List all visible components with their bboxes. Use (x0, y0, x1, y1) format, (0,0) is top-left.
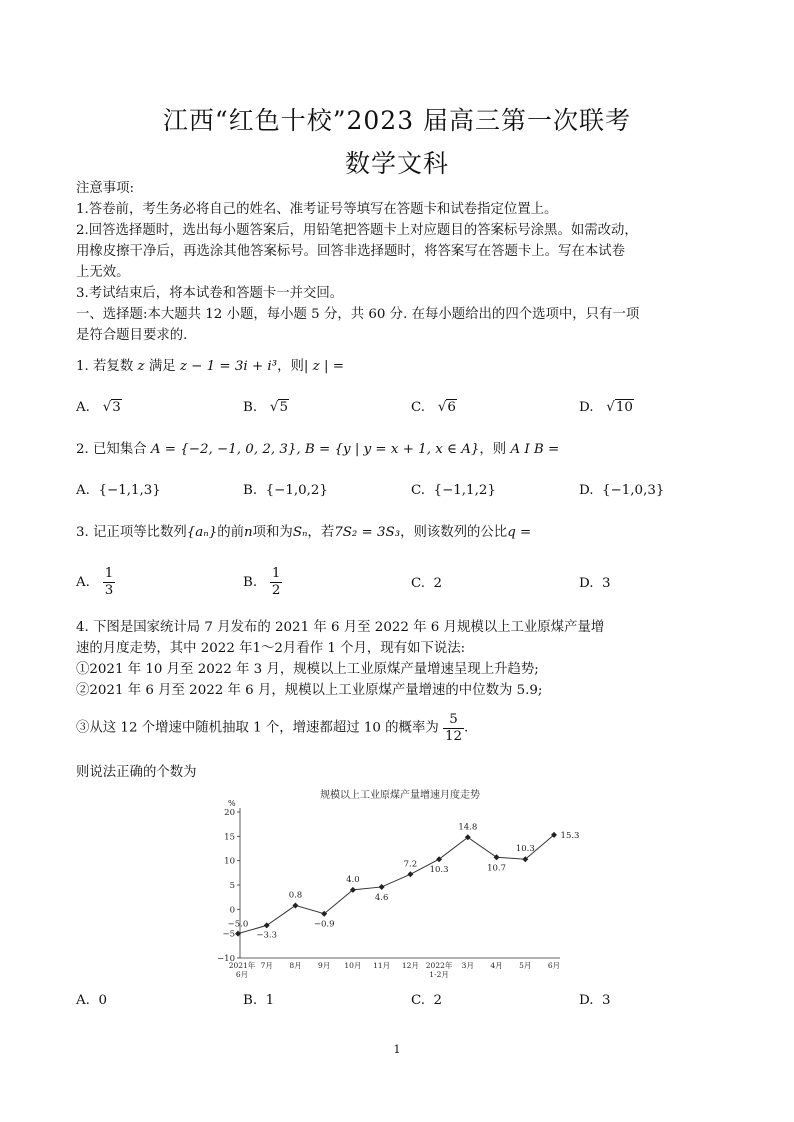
fraction: $\frac{1}{2}$ (271, 566, 281, 598)
q2-option-b: B. {−1,0,2} (243, 483, 328, 498)
data-label: 10.3 (429, 865, 449, 876)
x-tick-label: 2021年 (228, 961, 256, 970)
q2-sets: A = {−2, −1, 0, 2, 3}, B = {y | y = x + 1, x ∈ A} (150, 442, 480, 457)
data-label: 4.0 (346, 874, 360, 885)
data-point (407, 871, 413, 877)
q1-ask: | z | = (303, 359, 344, 374)
q2-prefix: 2. 已知集合 (76, 442, 147, 457)
q1-suffix: ，则 (277, 359, 304, 374)
data-point (494, 854, 500, 860)
data-point (379, 884, 385, 890)
x-tick-label: 5月 (519, 961, 532, 970)
q3-option-a: A. $\frac{1}{3}$ (76, 566, 114, 598)
q1-option-c: C. √6 (411, 400, 456, 415)
data-label: 4.6 (374, 892, 389, 903)
x-tick-label: 6月 (547, 961, 561, 970)
q1-option-b: B. √5 (243, 400, 288, 415)
page-number: 1 (393, 1043, 401, 1056)
notice-item-2a: 2.回答选择题时，选出每小题答案后，用铅笔把答题卡上对应题目的答案标号涂黑。如需改动， (76, 223, 638, 238)
y-tick-label: 15 (224, 832, 235, 843)
x-tick-label: 1-2月 (429, 970, 449, 979)
q2-option-c: C. {−1,1,2} (411, 483, 496, 498)
section-heading-line2: 是符合题目要求的. (76, 328, 188, 343)
q4-line-2: 速的月度走势，其中 2022 年1～2月看作 1 个月，现有如下说法: (76, 641, 466, 656)
chart-title: 规模以上工业原煤产量增速月度走势 (320, 790, 480, 801)
y-tick-label: 0 (229, 905, 235, 916)
x-tick-label: 7月 (260, 961, 273, 970)
q1-var: z (137, 359, 145, 374)
q3-condition: 7S₂ = 3S₃ (334, 525, 401, 540)
q3-prefix: 3. 记正项等比数列 (76, 525, 187, 540)
q2-option-a: A. {−1,1,3} (76, 483, 161, 498)
x-tick-label: 4月 (490, 961, 503, 970)
q4-statement-2: ②2021 年 6 月至 2022 年 6 月，规模以上工业原煤产量增速的中位数为 5.9; (76, 683, 543, 698)
q4-option-d: D. 3 (579, 993, 611, 1008)
q4-line-1: 4. 下图是国家统计局 7 月发布的 2021 年 6 月至 2022 年 6 月规模以上工业原煤产量增 (76, 620, 605, 635)
y-tick-label: 5 (229, 881, 235, 891)
q4-line-6: 则说法正确的个数为 (76, 765, 197, 780)
section-heading-line1: 一、选择题:本大题共 12 小题，每小题 5 分，共 60 分. 在每小题给出的四个选项中，只有一项 (76, 307, 640, 322)
notice-heading: 注意事项: (76, 181, 135, 196)
y-tick-label: 20 (224, 808, 235, 818)
data-label: 10.7 (487, 863, 507, 874)
q1-prefix: 1. 若复数 (76, 359, 134, 374)
x-tick-label: 6月 (235, 970, 249, 979)
q1-mid: 满足 (148, 359, 176, 374)
sqrt-symbol: √10 (606, 400, 633, 415)
x-tick-label: 12月 (401, 961, 419, 970)
question-3: 3. 记正项等比数列{aₙ}的前n项和为Sₙ，若7S₂ = 3S₃，则该数列的公比q = (76, 525, 532, 540)
q4-option-c: C. 2 (411, 993, 443, 1008)
q2-suffix: ，则 (479, 442, 507, 457)
growth-line-chart (214, 784, 580, 984)
question-2 (76, 441, 559, 459)
q2-option-d: D. {−1,0,3} (579, 483, 665, 498)
q3-ask: q = (507, 525, 532, 540)
exam-subtitle: 数学文科 (344, 149, 449, 178)
data-point (292, 902, 298, 908)
notice-item-3: 3.考试结束后，将本试卷和答题卡一并交回。 (76, 286, 344, 301)
q2-ask: A I B = (510, 442, 560, 457)
exam-title: 江西“红色十校”2023 届高三第一次联考 (162, 106, 632, 135)
y-tick-label: 10 (224, 856, 235, 867)
data-label: 14.8 (458, 822, 478, 833)
x-tick-label: 10月 (344, 961, 362, 970)
q1-expression: z − 1 = 3i + i³ (179, 359, 278, 374)
notice-item-1: 1.答卷前，考生务必将自己的姓名、准考证号等填写在答题卡和试卷指定位置上。 (76, 202, 558, 217)
q4-option-a: A. 0 (76, 993, 107, 1008)
q1-option-d: D. √10 (579, 400, 633, 415)
data-label: 7.2 (403, 859, 418, 870)
notice-item-2b: 用橡皮擦干净后，再选涂其他答案标号。回答非选择题时，将答案写在答题卡上。写在本试卷 (76, 244, 626, 259)
y-axis-unit: % (228, 799, 236, 808)
data-point (264, 922, 270, 928)
sqrt-symbol: √5 (269, 400, 288, 415)
x-tick-label: 9月 (318, 961, 331, 970)
series-line (238, 835, 554, 934)
x-tick-label: 8月 (289, 961, 302, 970)
q4-statement-3: ③从这 12 个增速中随机抽取 1 个，增速都超过 10 的概率为 $\frac{5}{12}$ . (76, 712, 469, 744)
x-tick-label: 3月 (461, 961, 474, 970)
x-tick-label: 2022年 (425, 961, 453, 970)
x-tick-label: 11月 (373, 961, 391, 970)
y-tick-label: −10 (217, 954, 235, 964)
q1-option-a: A. √3 (76, 400, 121, 415)
q3-sequence: {aₙ} (186, 525, 218, 540)
sqrt-symbol: √3 (102, 400, 121, 415)
data-label: −3.3 (256, 930, 278, 941)
question-1 (76, 358, 344, 376)
notice-item-2c: 上无效。 (76, 265, 130, 280)
q4-option-b: B. 1 (243, 993, 275, 1008)
y-tick-label: −5 (222, 929, 235, 940)
data-label: 0.8 (288, 890, 303, 901)
fraction: $\frac{1}{3}$ (104, 566, 114, 598)
q3-option-b: B. $\frac{1}{2}$ (243, 566, 281, 598)
data-label: −0.9 (313, 919, 335, 930)
data-label: −5.0 (227, 919, 249, 930)
sqrt-symbol: √6 (437, 400, 456, 415)
q4-statement-1: ①2021 年 10 月至 2022 年 3 月，规模以上工业原煤产量增速呈现上升趋势; (76, 662, 539, 677)
q3-option-c: C. 2 (411, 576, 443, 591)
data-label: 15.3 (560, 830, 580, 841)
fraction: $\frac{5}{12}$ (445, 712, 463, 744)
q3-option-d: D. 3 (579, 576, 611, 591)
data-label: 10.3 (515, 844, 535, 855)
